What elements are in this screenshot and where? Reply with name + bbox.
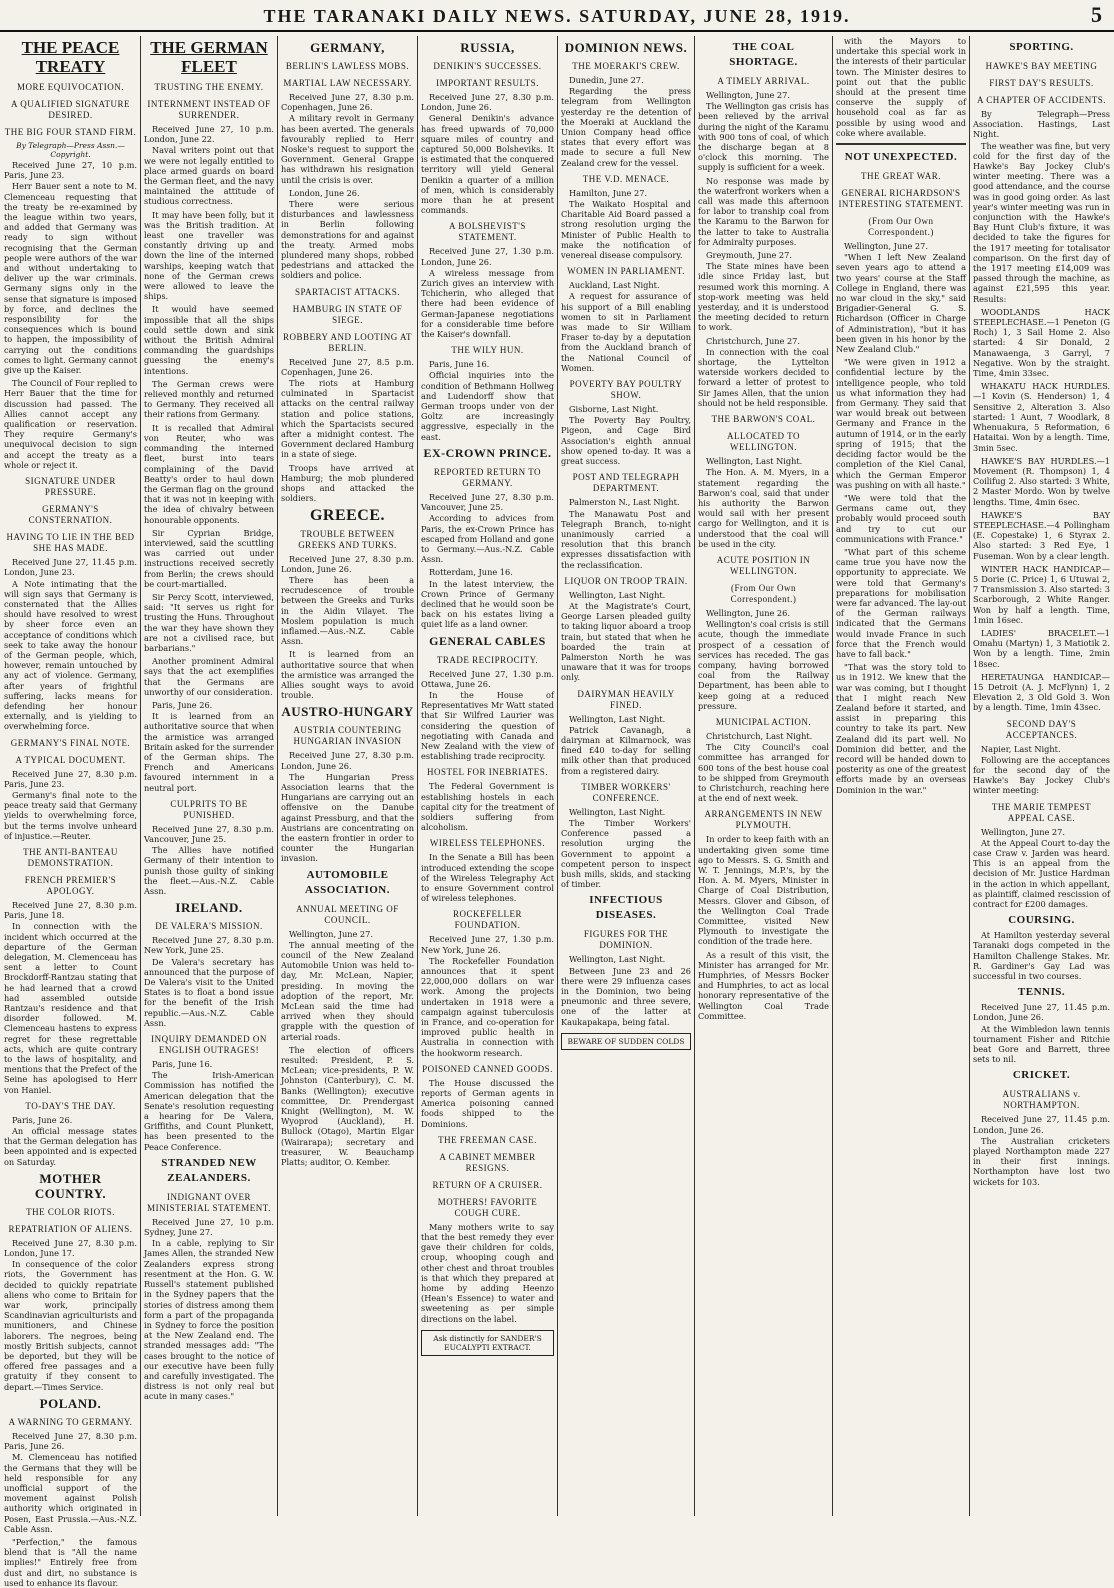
byline: By Telegraph—Press Assn.—Copyright. xyxy=(16,141,125,159)
subhead: BERLIN'S LAWLESS MOBS. xyxy=(285,61,410,71)
article-paragraph: Germany's final note to the peace treaty said that Germany yields to overwhelming force, but the terms involve unheard of injustice.—Reuter. xyxy=(4,789,137,841)
article-paragraph: It is recalled that Admiral von Reuter, who was commanding the interned fleet, burst into tears complaining of the David Beatty's order to haul down the German flag on the ground that it was not in keeping with the idea of chivalry between honourable opponents. xyxy=(144,422,274,525)
dateline: Received June 27, 11.45 p.m. London, June 26. xyxy=(973,1114,1110,1135)
subhead: A QUALIFIED SIGNATURE DESIRED. xyxy=(11,99,130,120)
article-paragraph: The House discussed the reports of German agents in America poisoning canned foods shipped to the Dominions. xyxy=(421,1077,554,1129)
article-paragraph: In connection with the incident which occurred at the departure of the German delegation, M. Clemenceau has sent a letter to Count Brockdorff-Rantzau stating that he had learned that a crowd had assembled outside Rantzau's residence and that disorder followed. M. Clemenceau hastens to express regret for these regrettable acts, which are quite contrary to the laws of hospitality, and mentions that the Prefect of the Seine has apologised to Herr von Haniel. xyxy=(4,921,137,1095)
article-paragraph: Official inquiries into the condition of Bethmann Hollweg and Ludendorff show that German troops under von der Goltz are increasingly aggressive, especially in the east. xyxy=(421,370,554,442)
article-paragraph: General Denikin's advance has freed upwards of 70,000 square miles of country and captured 50,000 Bolsheviks. It is estimated that the conquered territory will yield General Denikin a quarter of a million of men, which is considerably more than he at present commands. xyxy=(421,113,554,216)
dateline: Wellington, Last Night. xyxy=(569,713,666,724)
subhead: REPATRIATION OF ALIENS. xyxy=(8,1223,133,1234)
article-paragraph: The riots at Hamburg culminated in Spartacist attacks on the central railway station and police stations, which the Spartacists secured after a midnight contest. The Government declared Hamburg in a state of siege. xyxy=(281,378,414,460)
subhead: POISONED CANNED GOODS. xyxy=(422,1063,553,1074)
dateline: Christchurch, Last Night. xyxy=(706,730,813,741)
dateline: Received June 27, 8.30 p.m. Paris, June 26. xyxy=(4,1430,137,1452)
subhead: A TYPICAL DOCUMENT. xyxy=(15,754,126,765)
subhead: THE V.D. MENACE. xyxy=(582,173,670,184)
column-rule xyxy=(969,36,970,1516)
article-paragraph: Between June 23 and 26 there were 29 influenza cases in the Dominion, two being pneumonic and three severe, one of the latter at Kaukapakapa, being fatal. xyxy=(561,965,691,1027)
subhead: SIGNATURE UNDER PRESSURE. xyxy=(25,476,116,498)
column-rule xyxy=(140,36,141,1516)
article-paragraph: Herr Bauer sent a note to M. Clemenceau requesting that the treaty be re-examined by the league within two years, and added that Germany was ready to sign without recognising that the German people were authors of the war and without undertaking to deliver up the war criminals. Germany signs only in the sense that signature is imposed by force, and declines the responsibility for the consequences which is bound to happen, the impossibility of carrying out the conditions comes to light. Germany cannot give up the Kaiser. xyxy=(4,181,137,376)
subhead: HOSTEL FOR INEBRIATES. xyxy=(427,767,548,778)
dateline: Received June 27, 8.30 p.m. New York, June 25. xyxy=(144,935,274,956)
dateline: Dunedin, June 27. xyxy=(569,75,644,85)
subhead: THE FREEMAN CASE. xyxy=(438,1134,537,1145)
dateline: Received June 27, 8.30 p.m. Vancouver, June 25. xyxy=(144,823,274,844)
dateline: Wellington, June 26. xyxy=(706,607,790,618)
dateline: Wellington, June 27. xyxy=(706,90,790,100)
dateline: Wellington, June 27. xyxy=(844,241,928,252)
subhead: THE GREAT WAR. xyxy=(861,171,941,182)
article-paragraph: Many mothers write to say that the best remedy they ever gave their children for colds, croup, whooping cough and other chest and throat troubles is that which they prepared at home by adding Heenzo (Hean's Essence) to water and sweetening as per simple directions on the label. xyxy=(421,1221,554,1324)
column-3 xyxy=(281,36,414,1516)
article-paragraph: It is learned from an authoritative source that when the armistice was arranged the Allies sought ways to avoid trouble. xyxy=(281,649,414,701)
masthead xyxy=(0,0,1114,32)
section-heading: NOT UNEXPECTED. xyxy=(844,151,958,164)
dateline: Received June 27, 8.30 p.m. Paris, June 23. xyxy=(4,768,137,789)
subhead: TIMBER WORKERS' CONFERENCE. xyxy=(581,781,671,803)
article-paragraph: A military revolt in Germany has been averted. The generals favourably replied to Herr Noske's request to support the Government. General Grappe has withdrawn his resignation until the crisis is over. xyxy=(281,113,414,185)
dateline: Received June 27, 8.30 p.m. Paris, June 18. xyxy=(4,899,137,921)
subhead: POVERTY BAY POULTRY SHOW. xyxy=(569,379,683,401)
article-paragraph: The Irish-American Commission has notified the American delegation that the Senate's resolution requesting a hearing for De Valera, Griffiths, and Count Plunkett, has been presented to the Peace Conference. xyxy=(144,1070,274,1152)
article-paragraph: In connection with the coal shortage, the Lyttelton waterside workers decided to forward a letter of protest to Sir James Allen, that the union should not be held responsible. xyxy=(698,346,829,408)
article-paragraph: The City Council's coal committee has arranged for 600 tons of the best house coal to be shipped from Greymouth to Christchurch, reaching here at the end of next week. xyxy=(698,742,829,804)
subhead: FRENCH PREMIER'S APOLOGY. xyxy=(24,874,117,896)
article-paragraph: There were serious disturbances and lawlessness in Berlin following demonstrations for and against the treaty. Armed mobs plundered many shops, robbed pedestrians and attacked the soldiers and police. xyxy=(281,199,414,281)
article-paragraph: The State mines have been idle since Friday last, but resumed work this morning. A stop-work meeting was held yesterday, and it is understood the meeting decided to return to work. xyxy=(698,261,829,333)
section-heading: TENNIS. xyxy=(1017,986,1066,999)
article-paragraph: No response was made by the waterfront workers when a call was made this afternoon for labor to tranship coal from the Karamu to the Barwon for the latter to take to Australia for Admiralty purposes. xyxy=(698,175,829,247)
article-paragraph: At the Magistrate's Court, George Larsen pleaded guilty to taking liquor aboard a troop train, but stated that when he boarded the train at Palmerston North he was unaware that it was for troops only. xyxy=(561,600,691,683)
dateline: London, June 26. xyxy=(289,187,360,198)
column-7 xyxy=(836,36,966,1516)
subhead: THE ANTI-BANTEAU DEMONSTRATION. xyxy=(23,846,118,868)
article-paragraph: "Perfection," the famous blend that is "All the name implies!" Entirely free from dust and dirt, no substance is used to enhance its flavour. xyxy=(4,1536,137,1588)
article-paragraph: A request for assurance of his support of a Bill enabling women to sit in Parliament was made to Sir William Fraser to-day by a deputation from the Auckland branch of the National Council of Women. xyxy=(561,291,691,373)
subhead: THE BARWON'S COAL. xyxy=(711,414,816,425)
article-paragraph: Following are the acceptances for the second day of the Hawke's Bay Jockey Club's winter meeting: xyxy=(973,754,1110,796)
article-paragraph: It would have seemed impossible that all the ships could settle down and sink without the British Admiral commanding the guardships guessing the enemy's intentions. xyxy=(144,304,274,376)
subhead: REPORTED RETURN TO GERMANY. xyxy=(433,466,542,488)
article-paragraph: Naval writers point out that we were not legally entitled to place armed guards on board the German fleet, and the navy maintained the attitude of studious correctness. xyxy=(144,145,274,207)
dateline: Wellington, Last Night. xyxy=(569,589,666,600)
article-paragraph: The Hon. A. M. Myers, in a statement regarding the Barwon's coal, said that under his authority the Barwon would sail with her present cargo for Wellington, and it is understood that the coal will be used in the city. xyxy=(698,467,829,549)
dateline: Wellington, June 27. xyxy=(289,928,373,939)
advertisement: Ask distinctly for SANDER'S EUCALYPTI EXTRACT. xyxy=(421,1330,554,1356)
dateline: Received June 27, 10 p.m. Sydney, June 27. xyxy=(144,1216,274,1238)
article-paragraph: According to advices from Paris, the ex-Crown Prince has escaped from Holland and gone to Germany.—Aus.-N.Z. Cable Assn. xyxy=(421,513,554,565)
article-paragraph: M. Clemenceau has notified the Germans that they will be held responsible for any unofficial support of the movement against Polish authority which originated in Posen, East Prussia.—Aus.-N.Z. Cable Assn. xyxy=(4,1452,137,1534)
race-result: HAWKE'S BAY HURDLES.—1 Movement (R. Thompson) 1, 4 Coilifug 2. Also started: 3 White, 2 Master Mordo. Won by twelve lengths. Time, 4min 6sec. xyxy=(973,455,1110,507)
subhead: MUNICIPAL ACTION. xyxy=(715,716,812,727)
subhead: GERMANY'S CONSTERNATION. xyxy=(28,504,113,526)
article-paragraph: In the House of Representatives Mr Watt stated that Sir Wilfred Laurier was considering the question of negotiating with Canada and New Zealand with the view of establishing trade reciprocity. xyxy=(421,689,554,762)
column-2 xyxy=(144,36,274,1516)
subhead: HAMBURG IN STATE OF SIEGE. xyxy=(292,303,403,325)
subhead: THE WILY HUN. xyxy=(451,345,524,356)
article-paragraph: The Waikato Hospital and Charitable Aid Board passed a strong resolution urging the Minister of Public Health to make the notification of venereal disease compulsory. xyxy=(561,199,691,261)
subhead: AUSTRIA COUNTERING HUNGARIAN INVASION xyxy=(293,725,402,747)
article-paragraph: Wellington's coal crisis is still acute, though the immediate prospect of a cessation of services has receded. The gas company, having borrowed coal from the Railway Department, has been able to keep going at a reduced pressure. xyxy=(698,619,829,711)
article-paragraph: De Valera's secretary has announced that the purpose of De Valera's visit to the United States is to float a bond issue for the benefit of the Irish republic.—Aus.-N.Z. Cable Assn. xyxy=(144,956,274,1028)
column-rule xyxy=(417,36,418,1516)
race-result: WOODLANDS HACK STEEPLECHASE.—1 Peneton (G Roch) 1, 3 Sail Home 2. Also started: 4 Sir Donald, 2 Manawaenga, 3 Garryl, 7 Negative. Won by the straight. Time, 4min 33sec. xyxy=(973,306,1110,379)
dateline: Received June 27, 8.30 p.m. London, June 17. xyxy=(4,1237,137,1259)
article-paragraph: At Hamilton yesterday several Taranaki dogs competed in the Hamilton Challenge Stakes. Mr. R. Gardiner's Gay Lad was successful in two courses. xyxy=(973,930,1110,982)
article-paragraph: The Federal Government is establishing hostels in each capital city for the treatment of soldiers suffering from alcoholism. xyxy=(421,781,554,833)
article-paragraph: The Poverty Bay Poultry, Pigeon, and Cage Bird Association's eighth annual show opened to-day. It was a great success. xyxy=(561,415,691,467)
article-paragraph: The Australian cricketers played Northampton made 227 in their first innings. Northampton have lost two wickets for 103. xyxy=(973,1135,1110,1187)
article-paragraph: An official message states that the German delegation has been appointed and is expected on Saturday. xyxy=(4,1126,137,1167)
article-paragraph: It may have been folly, but it was the British tradition. At least one traveller was constantly driving up and down the line of the interned warships, keeping watch that none of the German crews were allowed to leave the ships. xyxy=(144,209,274,302)
section-heading: AUTOMOBILE ASSOCIATION. xyxy=(305,868,390,896)
subhead: INQUIRY DEMANDED ON ENGLISH OUTRAGES! xyxy=(151,1034,267,1056)
subhead: MARTIAL LAW NECESSARY. xyxy=(283,78,412,88)
subhead: INTERNMENT INSTEAD OF SURRENDER. xyxy=(147,99,271,120)
subhead: ALLOCATED TO WELLINGTON. xyxy=(727,431,800,453)
column-rule xyxy=(277,36,278,1516)
subhead: ANNUAL MEETING OF COUNCIL. xyxy=(296,903,399,925)
dateline: Hamilton, June 27. xyxy=(569,187,648,198)
section-heading: EX-CROWN PRINCE. xyxy=(423,445,552,460)
dateline: Napier, Last Night. xyxy=(981,743,1061,754)
column-rule xyxy=(557,36,558,1516)
dateline: Received June 27, 11.45 p.m. London, June 23. xyxy=(4,557,137,578)
dateline: Paris, June 26. xyxy=(152,699,213,710)
dateline: Received June 27, 8.30 p.m. Copenhagen, June 26. xyxy=(281,92,414,113)
page-number: 5 xyxy=(1091,2,1102,27)
article-paragraph: At the Appeal Court to-day the case Craw v. Jarden was heard. This is an appeal from the decision of Mr. Justice Hardman in the action in which appellant, as plaintiff, claimed rescission of contract for £200 damages. xyxy=(973,837,1110,910)
subhead: FIGURES FOR THE DOMINION. xyxy=(583,929,669,951)
article-paragraph: The Hungarian Press Association learns that the Hungarians are carrying out an offensive on the Danube against Pressburg, and that the Austrians are concentrating on the eastern frontier in order to counter the Hungarian invasion. xyxy=(281,771,414,864)
subhead: IMPORTANT RESULTS. xyxy=(436,78,539,88)
subhead: LIQUOR ON TROOP TRAIN. xyxy=(564,575,688,586)
article-paragraph: with the Mayors to undertake this special work in the interests of their particular town. The Minister desires to point out that the public should at the present time conserve the supply of household coal as far as possible by using wood and coke where available. xyxy=(836,36,966,138)
dateline: Received June 27, 1.30 p.m. New York, June 26. xyxy=(421,934,554,955)
subhead: GENERAL RICHARDSON'S INTERESTING STATEMENT. xyxy=(838,188,964,210)
column-8 xyxy=(973,36,1110,1516)
section-heading: POLAND. xyxy=(39,1395,102,1411)
section-heading: SPORTING. xyxy=(1009,41,1074,53)
subhead: THE MOERAKI'S CREW. xyxy=(572,61,680,71)
race-result: HAWKE'S BAY STEEPLECHASE.—4 Pollingham (E. Copestake) 1, 6 Styrax 2. Also started: 3 Red Eye, 1 Fuseman. Won by a clear length. xyxy=(973,509,1110,561)
subhead: ROCKEFELLER FOUNDATION. xyxy=(452,909,522,931)
dateline: Christchurch, June 27. xyxy=(706,335,800,346)
subhead: WIRELESS TELEPHONES. xyxy=(429,838,546,849)
article-paragraph: In order to keep faith with an undertaking given some time ago to Messrs. S. G. Smith and W. T. Jennings, M.P.'s, by the Hon. A. M. Myers, Minister in Charge of Coal Distribution, Messrs. Glover and Gibson, of the Wellington Coal Trade Committee, visited New Plymouth to investigate the condition of the trade here. xyxy=(698,834,829,947)
section-heading: GERMANY, xyxy=(310,40,385,55)
subhead: ROBBERY AND LOOTING AT BERLIN. xyxy=(283,331,412,353)
subhead: DAIRYMAN HEAVILY FINED. xyxy=(577,688,675,710)
dateline: Paris, June 26. xyxy=(12,1114,73,1125)
section-heading: GENERAL CABLES xyxy=(429,633,546,648)
dateline: Received June 27, 10 p.m. London, June 22. xyxy=(144,124,274,145)
section-heading: AUSTRO-HUNGARY xyxy=(281,704,414,720)
article-paragraph: "When I left New Zealand seven years ago to attend a two years' course at the Staff College in England, there was no war cloud in the sky," said Brigadier-General G. S. Richardson (Officer in Charge of Administration), "but it has been given in his honor by the New Zealand Club." xyxy=(836,252,966,355)
subhead: FIRST DAY'S RESULTS. xyxy=(989,78,1094,88)
subhead: A CABINET MEMBER RESIGNS. xyxy=(439,1151,536,1173)
column-4 xyxy=(421,36,554,1516)
column-6 xyxy=(698,36,829,1516)
race-result: WINTER HACK HANDICAP.—5 Dorie (C. Price) 1, 6 Utuwai 2, 7 Transmission 3. Also started: 3 Scarborough, 2 White Ranger. Won by half a length. Time, 1min 16sec. xyxy=(973,563,1110,625)
subhead: DE VALERA'S MISSION. xyxy=(155,921,263,932)
section-heading: RUSSIA, xyxy=(460,40,515,55)
dateline: Palmerston N., Last Night. xyxy=(569,497,680,508)
article-paragraph: There has been a recrudescence of trouble between the Greeks and Turks in the Aidin Vilayet. The Moslem population is much inflamed.—Aus.-N.Z. Cable Assn. xyxy=(281,574,414,647)
article-paragraph: The election of officers resulted: President, P. S. McLean; vice-presidents, P. W. Johnston (Canterbury), C. M. Banks (Wellington); executive committee, Dr. Prendergast Knight (Wellington), M. W. Wyoprod (Auckland), H. Bullock (Otago), Martin Elgar (Wairarapa); secretary and treasurer, W. Beauchamp Platts; auditor, O. Kember. xyxy=(281,1044,414,1168)
section-heading: MOTHER COUNTRY. xyxy=(34,1170,107,1201)
article-paragraph: The Timber Workers' Conference passed a resolution urging the Government to appoint a competent person to inspect bush mills, skids, and stacking of timber. xyxy=(561,817,691,890)
subhead: DENIKIN'S SUCCESSES. xyxy=(433,61,542,71)
article-paragraph: At the Wimbledon lawn tennis tournament Fisher and Ritchie beat Gore and Barrett, three sets to nil. xyxy=(973,1023,1110,1065)
dateline: Received June 27, 11.45 p.m. London, June 26. xyxy=(973,1002,1110,1023)
subhead: RETURN OF A CRUISER. xyxy=(432,1179,543,1190)
subhead: TO-DAY'S THE DAY. xyxy=(25,1100,116,1111)
article-paragraph: Patrick Cavanagh, a dairyman at Kilmarnock, was fined £40 to-day for selling milk other than that produced from a registered dairy. xyxy=(561,724,691,776)
subhead: WOMEN IN PARLIAMENT. xyxy=(567,266,685,277)
dateline: Paris, June 16. xyxy=(152,1059,213,1070)
divider xyxy=(836,143,966,145)
subhead: POST AND TELEGRAPH DEPARTMENT. xyxy=(572,472,680,494)
subhead: SECOND DAY'S ACCEPTANCES. xyxy=(1005,718,1078,740)
advertisement: BEWARE OF SUDDEN COLDS xyxy=(561,1033,691,1050)
article-paragraph: Troops have arrived at Hamburg; the mob plundered shops and attacked the soldiers. xyxy=(281,462,414,504)
subhead: ARRANGEMENTS IN NEW PLYMOUTH. xyxy=(704,809,823,831)
dateline: Received June 27, 8.30 p.m. Vancouver, June 25. xyxy=(421,491,554,513)
article-paragraph: "That was the story told to us in 1912. We knew that the war was coming, but I thought that I might reach New Zealand before it started, and assist in preparing this country to take its part. New Zealand did its part well. No Dominion did better, and the record will be handed down to posterity as one of the greatest efforts made by an overseas Dominion in the war." xyxy=(836,662,966,795)
headline-peace-treaty: THE PEACE TREATY xyxy=(21,38,120,76)
article-paragraph: "What part of this scheme came true you have now the opportunity to appreciate. We were told that Germany's preparations for mobilisation were far advanced. The lay-out of the German railways indicated that the Germans would invade France in such force that the French would have to fall back." xyxy=(836,546,966,659)
dateline: Wellington, Last Night. xyxy=(569,954,666,965)
dateline: Received June 27, 10 p.m. Paris, June 23. xyxy=(4,160,137,181)
section-heading: THE COAL SHORTAGE. xyxy=(729,41,798,68)
section-heading: COURSING. xyxy=(1008,914,1075,927)
article-paragraph: "We were told that the Germans came out, they probably would proceed south and try to cut our communications with France." xyxy=(836,492,966,544)
subhead: GERMANY'S FINAL NOTE. xyxy=(10,737,131,748)
dateline: Received June 27, 8.30 p.m. London, June 26. xyxy=(421,92,554,113)
headline-german-fleet: THE GERMAN FLEET xyxy=(150,38,268,76)
section-heading: INFECTIOUS DISEASES. xyxy=(589,894,663,922)
dateline: Gisborne, Last Night. xyxy=(569,404,659,415)
dateline: Wellington, Last Night. xyxy=(706,456,803,467)
article-paragraph: In the Senate a Bill has been introduced extending the scope of the Wireless Telegraphy Act to ensure Government control of wireless telephones. xyxy=(421,852,554,904)
article-paragraph: The Rockefeller Foundation announces that it spent 22,000,000 dollars on war work. Among the projects undertaken in 1918 were a campaign against tuberculosis in France, and co-operation for improved public health in Australia in connection with the hookworm research. xyxy=(421,955,554,1058)
dateline: Wellington, Last Night. xyxy=(569,806,666,817)
subhead: TROUBLE BETWEEN GREEKS AND TURKS. xyxy=(298,528,397,550)
column-1 xyxy=(4,36,138,1588)
dateline: Received June 27, 1.30 p.m. Ottawa, June 26. xyxy=(421,668,554,689)
subhead: HAWKE'S BAY MEETING xyxy=(985,61,1098,71)
article-paragraph: "We were given in 1912 a confidential lecture by the intelligence people, who told us what information they had from Germany. They said that war would break out between Germany and France in the autumn of 1914, or in the early spring of 1915; that the deciding factor would be the completion of the Kiel Canal, which the German Emperor was pushing on with all haste." xyxy=(836,357,966,490)
race-result: HERETAUNGA HANDICAP.—15 Detroit (A. J. McFlynn) 1, 2 Elevation 2, 3 Old Gold 3. Won by a length. Time, 1min 43sec. xyxy=(973,671,1110,713)
subhead: ACUTE POSITION IN WELLINGTON. xyxy=(716,554,811,576)
subhead: A BOLSHEVIST'S STATEMENT. xyxy=(449,221,526,243)
column-rule xyxy=(694,36,695,1516)
article-paragraph: Another prominent Admiral says that the act exemplifies that the Germans are unworthy of our consideration. xyxy=(144,656,274,697)
section-heading: DOMINION NEWS. xyxy=(564,40,688,55)
subhead: AUSTRALIANS v. NORTHAMPTON. xyxy=(1002,1089,1081,1111)
subhead: SPARTACIST ATTACKS. xyxy=(294,286,401,297)
article-paragraph: Regarding the press telegram from Wellington yesterday re the detention of the Moeraki at Auckland the Union Company head office states that every effort was made to secure a full New Zealand crew for the vessel. xyxy=(561,86,691,168)
article-paragraph: It is learned from an authoritative source that when the armistice was arranged Britain asked for the surrender of the German ships. The French and Americans favoured internment in a neutral port. xyxy=(144,711,274,793)
subhead: (From Our Own Correspondent.) xyxy=(730,582,797,604)
column-5 xyxy=(561,36,691,1516)
subhead: MOTHERS! FAVORITE COUGH CURE. xyxy=(437,1196,538,1218)
subhead: A CHAPTER OF ACCIDENTS. xyxy=(976,95,1107,105)
subhead: TRUSTING THE ENEMY. xyxy=(154,82,264,92)
section-heading: STRANDED NEW ZEALANDERS. xyxy=(161,1156,257,1184)
article-paragraph: As a result of this visit, the Minister has arranged for Mr. Humphries, of Messrs Bocker and Humphries, to act as local honorary representative of the Wellington Coal Trade Committee. xyxy=(698,949,829,1021)
dateline: Greymouth, June 27. xyxy=(706,250,792,261)
subhead: THE BIG FOUR STAND FIRM. xyxy=(4,127,137,137)
article-paragraph: The Wellington gas crisis has been relieved by the arrival during the night of the Karamu with 900 tons of coal, of which the discharge began at 8 o'clock this morning. The supply is sufficient for a week. xyxy=(698,101,829,173)
article-paragraph: The Allies have notified Germany of their intention to punish those guilty of sinking the fleet.—Aus.-N.Z. Cable Assn. xyxy=(144,845,274,897)
subhead: TRADE RECIPROCITY. xyxy=(436,654,539,665)
dateline: Paris, June 16. xyxy=(429,359,490,370)
subhead: THE MARIE TEMPEST APPEAL CASE. xyxy=(991,801,1092,823)
article-paragraph: A Note intimating that the will sign says that Germany is consternated that the Allies should have resolved to wrest by sheer force even an acceptance of conditions which seek to take away the honour of the German people, which, however, remain untouched by any act of violence. Germany, after years of frightful suffering, lacks means for defending her honour externally, and is yielding to overwhelming force. xyxy=(4,578,137,732)
dateline: Received June 27, 8.30 p.m. London, June 26. xyxy=(281,750,414,771)
dateline: Auckland, Last Night. xyxy=(569,280,660,291)
dateline: By Telegraph—Press Association. Hastings, Last Night. xyxy=(973,109,1110,140)
article-paragraph: In a cable, replying to Sir James Allen, the stranded New Zealanders express strong resentment at the Hon. G. W. Russell's statement published in the Sydney papers that the stories of distress among them form a part of the propaganda in Sydney to force the position at the New Zealand end. The stranded messages add: "The cases brought to the notice of our executive have been fully and carefully investigated. The distress is not only real but acute in many cases." xyxy=(144,1238,274,1402)
subhead: MORE EQUIVOCATION. xyxy=(17,82,124,92)
article-paragraph: Sir Cyprian Bridge, interviewed, said the scuttling was carried out under instructions received secretly from Berlin; the crews should be court-martialled. xyxy=(144,527,274,589)
subhead: HAVING TO LIE IN THE BED SHE HAS MADE. xyxy=(6,532,135,554)
dateline: Received June 27, 1.30 p.m. London, June 26. xyxy=(421,246,554,267)
subhead: THE COLOR RIOTS. xyxy=(26,1206,115,1217)
subhead: INDIGNANT OVER MINISTERIAL STATEMENT. xyxy=(147,1191,271,1213)
dateline: Rotterdam, June 16. xyxy=(429,567,513,578)
race-result: LADIES' BRACELET.—1 Omahu (Martyn) 1, 3 Matiotik 2. Won by a length. Time, 2min 18sec. xyxy=(973,627,1110,669)
article-paragraph: In the latest interview, the Crown Prince of Germany declined that he would soon be back on his estates living a quiet life as a land owner. xyxy=(421,578,554,630)
subhead: A TIMELY ARRIVAL. xyxy=(717,76,810,86)
article-paragraph: In consequence of the color riots, the Government has decided to quickly repatriate aliens who come to Britain for war work, principally Scandinavian agriculturists and munitioners, and Chinese laborers. The negroes, being mostly British subjects, cannot be deported, but they will be offered free passages and a gratuity if they consent to depart.—Times Service. xyxy=(4,1259,137,1392)
dateline: Wellington, June 27. xyxy=(981,826,1065,837)
column-rule xyxy=(832,36,833,1516)
newspaper-title: THE TARANAKI DAILY NEWS. SATURDAY, JUNE 28, 1919. xyxy=(263,6,851,26)
section-heading: GREECE. xyxy=(309,506,386,524)
subhead: (From Our Own Correspondent.) xyxy=(868,216,934,238)
article-paragraph: The German crews were relieved monthly and returned to Germany. They received all their rations from Germany. xyxy=(144,378,274,420)
dateline: Received June 27, 8.30 p.m. London, June 26. xyxy=(281,553,414,574)
article-paragraph: Sir Percy Scott, interviewed, said: "It serves us right for trusting the Huns. Throughout the war they have shown they are not a civilised race, but barbarians." xyxy=(144,591,274,653)
article-paragraph: A wireless message from Zurich gives an interview with Tchicherin, who alleged that there had been evidence of German-Japanese negotiations for a considerable time before the Kaiser's downfall. xyxy=(421,267,554,340)
subhead: A WARNING TO GERMANY. xyxy=(8,1416,133,1427)
article-paragraph: The Manawatu Post and Telegraph Branch, to-night unanimously carried a resolution that this branch expresses dissatisfaction with the reclassification. xyxy=(561,508,691,570)
race-result: WHAKATU HACK HURDLES.—1 Kovin (S. Henderson) 1, 4 Sensitive 2, Alteration 3. Also started: 1 Aunt, 7 Woodlark, 8 Whenuakura, 5 Reformation, 6 Hataitai. Won by a length. Time, 3min 5sec. xyxy=(973,381,1110,453)
subhead: CULPRITS TO BE PUNISHED. xyxy=(170,798,248,820)
article-paragraph: The annual meeting of the council of the New Zealand Automobile Union was held to-day, Mr. McLean, Napier, presiding. In moving the adoption of the report, Mr. McLean said the time had arrived when they should grapple with the question of arterial roads. xyxy=(281,939,414,1042)
article-paragraph: The Council of Four replied to Herr Bauer that the time for discussion had passed. The Allies cannot accept any qualification or reservation. They require Germany's unequivocal decision to sign and accept the treaty as a whole or reject it. xyxy=(4,378,138,470)
dateline: Received June 27, 8.5 p.m. Copenhagen, June 26. xyxy=(281,356,414,377)
section-heading: IRELAND. xyxy=(175,900,243,916)
section-heading: CRICKET. xyxy=(1012,1069,1071,1082)
article-paragraph: The weather was fine, but very cold for the first day of the Hawke's Bay Jockey Club's winter meeting. There was a good attendance, and the course was in good going order. As last year's winter meeting was run in conjunction with the Hawke's Bay Hunt Club's fixture, it was decided to take the figures for the 1917 meeting for totalisator comparison. On the first day of the 1917 meeting £14,009 was passed through the machine, as against £21,595 this year. Results: xyxy=(973,140,1111,304)
